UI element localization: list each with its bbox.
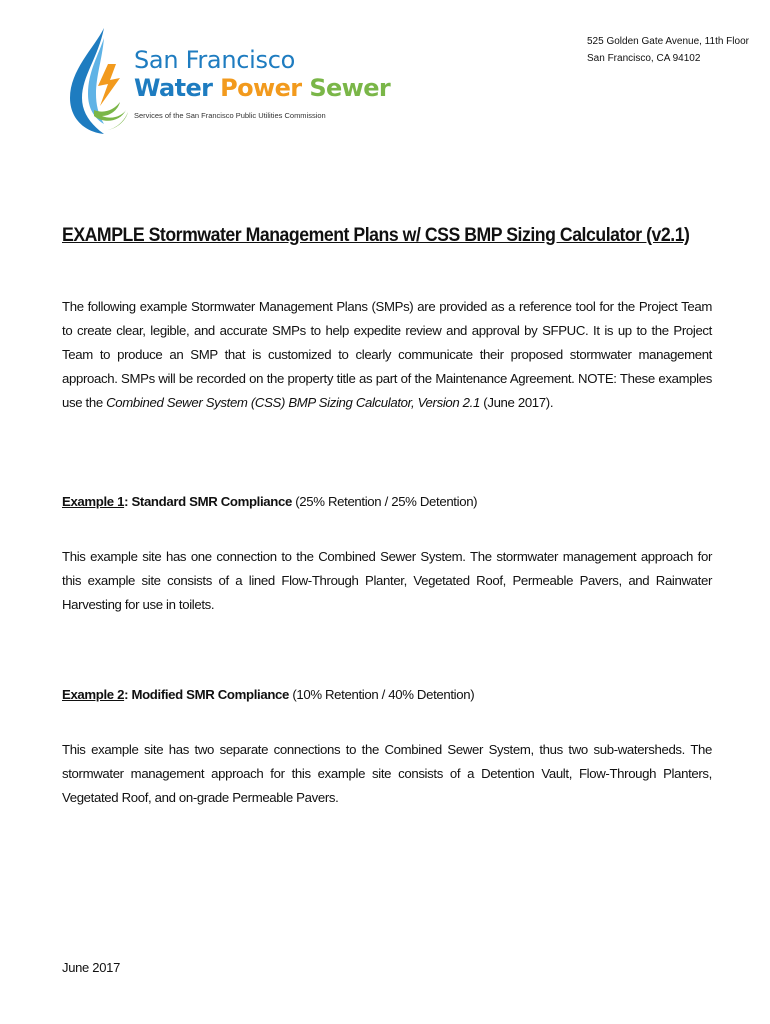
document-title: EXAMPLE Stormwater Management Plans w/ CSS BMP Sizing Calculator (v2.1) [62, 225, 690, 246]
logo-wordmark [134, 46, 390, 120]
example-2-label: Example 2 [62, 687, 125, 702]
logo-tagline: Services of the San Francisco Public Utilities Commission [134, 111, 326, 120]
address-line1: 525 Golden Gate Avenue, 11th Floor [587, 36, 749, 47]
office-address [587, 33, 749, 67]
example-2-detail: (10% Retention / 40% Detention) [289, 687, 475, 702]
example-1-colon: : [124, 494, 129, 509]
logo-name-line1: San Francisco [134, 46, 295, 74]
example-1-heading [62, 492, 477, 512]
intro-calculator-name: Combined Sewer System (CSS) BMP Sizing Calculator, Version 2.1 [106, 395, 480, 410]
water-drop-logo-icon [64, 24, 134, 136]
logo-word-power: Power [220, 74, 302, 102]
logo-word-sewer: Sewer [309, 74, 391, 102]
intro-date: (June 2017). [479, 395, 554, 410]
example-2-heading [62, 685, 474, 705]
example-2-name: Modified SMR Compliance [128, 687, 289, 702]
footer-date: June 2017 [62, 960, 121, 975]
example-1-label: Example 1 [62, 494, 125, 509]
intro-text: The following example Stormwater Management Plans (SMPs) are provided as a reference tool for the Project Team to create clear, legible, and accurate SMPs to help expedite review and approval by SFPUC. It is up to the Project Team to produce an SMP that is customized to clearly communicate their proposed stormwater management approach. SMPs will be recorded on the property title as part of the Maintenance Agreement. NOTE: These examples use the [62, 299, 712, 410]
example-1-detail: (25% Retention / 25% Detention) [291, 494, 478, 509]
example-1-description: This example site has one connection to the Combined Sewer System. The stormwater management approach for this example site consists of a lined Flow-Through Planter, Vegetated Roof, Permeable Pavers, and Rainwater Harvesting for use in toilets. [62, 549, 712, 612]
example-1-name: Standard SMR Compliance [128, 494, 292, 509]
intro-paragraph [62, 295, 712, 415]
address-line2: San Francisco, CA 94102 [587, 53, 701, 64]
logo-name-line2 [134, 74, 390, 102]
logo-word-water: Water [134, 74, 213, 102]
sfpuc-logo [64, 24, 391, 142]
example-2-description: This example site has two separate connections to the Combined Sewer System, thus two sub-watersheds. The stormwater management approach for this example site consists of a Detention Vault, Flow-Through Planters, Vegetated Roof, and on-grade Permeable Pavers. [62, 742, 712, 805]
example-2-colon: : [124, 687, 129, 702]
